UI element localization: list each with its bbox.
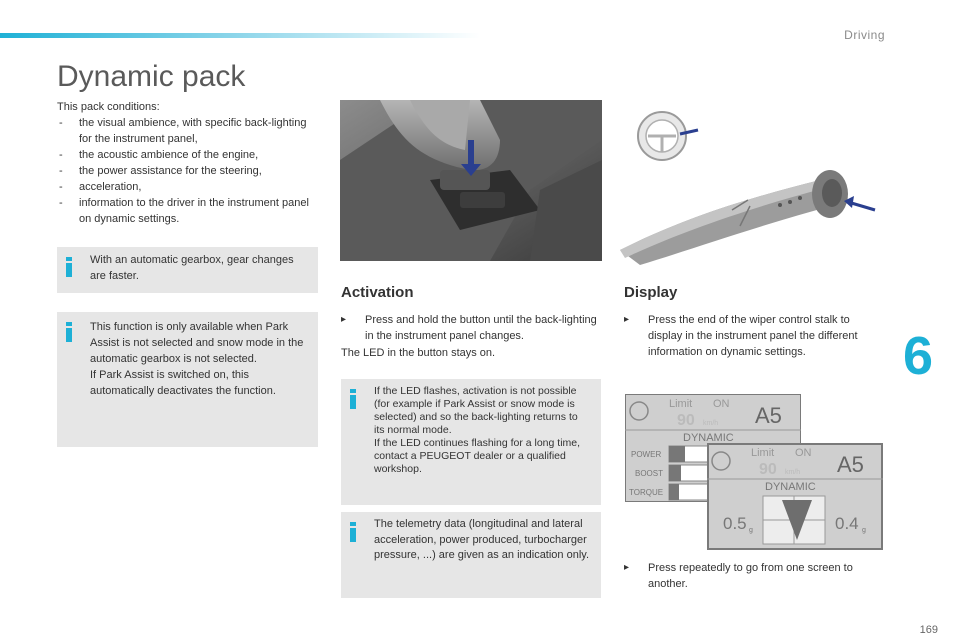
screen2-gear: A5 bbox=[837, 452, 864, 477]
intro-item: - the visual ambience, with specific back-lighting for the instrument panel, bbox=[57, 115, 317, 147]
note-gearbox bbox=[57, 247, 318, 293]
step-text: Press and hold the button until the back-lighting in the instrument panel changes. bbox=[365, 314, 597, 342]
intro-item: - the power assistance for the steering, bbox=[57, 163, 317, 179]
screen1-unit: km/h bbox=[703, 420, 719, 427]
note-text: The telemetry data (longitudinal and lateral acceleration, power produced, turbocharger pressure, ...) are given as an indication only. bbox=[374, 518, 590, 561]
intro-list bbox=[57, 115, 317, 227]
info-icon bbox=[65, 322, 73, 342]
info-icon bbox=[349, 522, 357, 542]
screen2-lat-g-unit: g bbox=[862, 527, 866, 534]
screen1-limit-label: Limit bbox=[669, 398, 693, 410]
screen1-row-label: TORQUE bbox=[629, 488, 664, 497]
intro-item: - the acoustic ambience of the engine, bbox=[57, 147, 317, 163]
intro-item: - information to the driver in the instrument panel on dynamic settings. bbox=[57, 195, 317, 227]
note-telemetry bbox=[341, 512, 601, 598]
screen1-row-label: BOOST bbox=[635, 469, 664, 478]
step-text: Press the end of the wiper control stalk to display in the instrument panel the different information on dynamic settings. bbox=[648, 314, 858, 358]
screen2-on-label: ON bbox=[795, 447, 812, 459]
screen2-lat-g: 0.4 bbox=[835, 514, 859, 533]
gear-console-photo bbox=[340, 100, 602, 261]
screen2-unit: km/h bbox=[785, 469, 801, 476]
screen2-long-g-unit: g bbox=[749, 527, 753, 534]
info-icon bbox=[349, 389, 357, 409]
intro-item: - acceleration, bbox=[57, 179, 317, 195]
activation-heading: Activation bbox=[341, 284, 414, 301]
activation-after: The LED in the button stays on. bbox=[341, 347, 496, 359]
display-step bbox=[624, 312, 884, 360]
intro-lead: This pack conditions: bbox=[57, 101, 160, 113]
step-text: Press repeatedly to go from one screen to another. bbox=[648, 562, 853, 590]
note-text: With an automatic gearbox, gear changes are faster. bbox=[90, 254, 294, 282]
note-text: If the LED flashes, activation is not possible (for example if Park Assist or snow mode is selected) and so the back-lighting returns to its normal mode. bbox=[374, 385, 578, 436]
note-text: If Park Assist is switched on, this automatically deactivates the function. bbox=[90, 369, 276, 397]
screen1-gear: A5 bbox=[755, 403, 782, 428]
page-title: Dynamic pack bbox=[57, 60, 246, 93]
section-title: Driving bbox=[844, 28, 885, 42]
chapter-number: 6 bbox=[903, 326, 934, 386]
step-marker-icon: ▸ bbox=[341, 314, 347, 325]
note-text: If the LED continues flashing for a long time, contact a PEUGEOT dealer or a qualified workshop. bbox=[374, 437, 581, 475]
screen2-limit-label: Limit bbox=[751, 447, 775, 459]
display-heading: Display bbox=[624, 284, 678, 301]
screen2-long-g: 0.5 bbox=[723, 514, 747, 533]
screen1-speed: 90 bbox=[677, 412, 695, 429]
activation-step bbox=[341, 312, 601, 344]
screen2-speed: 90 bbox=[759, 461, 777, 478]
note-park-assist bbox=[57, 312, 318, 447]
note-text: This function is only available when Park Assist is not selected and snow mode in the automatic gearbox is not selected. bbox=[90, 321, 304, 365]
intro-block bbox=[57, 99, 317, 227]
screen1-on-label: ON bbox=[713, 398, 730, 410]
display-step bbox=[624, 560, 884, 592]
page-number: 169 bbox=[919, 624, 938, 636]
screen1-row-label: POWER bbox=[631, 450, 662, 459]
steering-wheel-icon bbox=[638, 112, 698, 160]
screen1-mode: DYNAMIC bbox=[683, 432, 734, 444]
wiper-stalk-illustration bbox=[620, 100, 885, 265]
step-marker-icon: ▸ bbox=[624, 562, 630, 573]
instrument-screen-acceleration bbox=[707, 443, 883, 550]
info-icon bbox=[65, 257, 73, 277]
note-led bbox=[341, 379, 601, 505]
screen2-mode: DYNAMIC bbox=[765, 481, 816, 493]
step-marker-icon: ▸ bbox=[624, 314, 630, 325]
header-accent-bar bbox=[0, 33, 480, 38]
